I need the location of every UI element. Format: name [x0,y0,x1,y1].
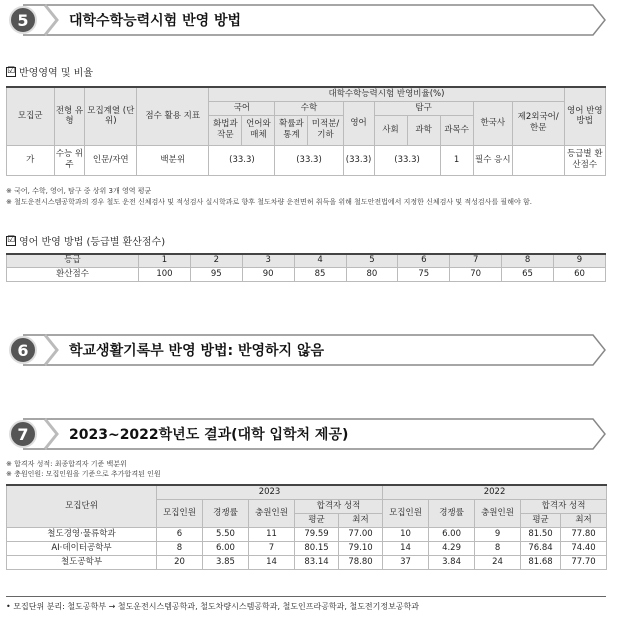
cell-unit-name: 철도공학부 [7,555,157,569]
cell-2022: 37 [383,555,429,569]
cell-2023: 6 [157,527,203,541]
cell-unit-name: AI·데이터공학부 [7,541,157,555]
th-korean-1: 화법과 작문 [209,115,242,145]
cell-type: 수능 위주 [54,145,85,175]
cell-2023: 5.50 [203,527,249,541]
th-result: 합격자 성적 [521,499,607,513]
cell-2022: 81.50 [521,527,561,541]
cell-score-value: 100 [139,267,191,281]
cell-history: 필수 응시 [473,145,512,175]
english-grade-table [6,253,606,282]
th-history: 한국사 [473,101,512,145]
th-min: 최저 [561,513,607,527]
section-number: 5 [9,6,37,34]
th-inquiry: 탐구 [374,101,473,115]
th-score: 점수 활용 지표 [137,87,209,145]
th-extra: 충원인원 [249,499,295,527]
th-quota: 모집인원 [157,499,203,527]
th-eng-method: 영어 반영 방법 [564,87,605,145]
section-5-header [5,3,607,37]
note-line: ※ 철도운전시스템공학과의 경우 철도 운전 신체검사 및 적성검사 실시학과로 향후 철도차량 운전면허 취득을 위해 철도안전법에서 지정한 신체검사 및 적성검사를 필해야 함. [6,198,532,206]
th-avg: 평균 [521,513,561,527]
cell-2023: 83.14 [295,555,339,569]
subheading-label: 영어 반영 방법 (등급별 환산점수) [19,237,166,248]
th-math: 수학 [275,101,343,115]
th-grade-value: 4 [294,254,346,267]
th-rate: 경쟁률 [429,499,475,527]
cell-math: (33.3) [275,145,343,175]
cell-2023: 77.00 [339,527,383,541]
ratio-table [6,86,606,176]
th-grade-value: 3 [242,254,294,267]
th-ratio: 대학수학능력시험 반영비율(%) [209,87,564,101]
cell-score-value: 95 [190,267,242,281]
cell-inquiry: (33.3) [374,145,440,175]
subheading-label: 반영영역 및 비율 [19,68,93,79]
th-quota: 모집인원 [383,499,429,527]
divider [6,596,606,597]
cell-count: 1 [440,145,473,175]
th-inquiry-2: 과학 [407,115,440,145]
section-title: 2023~2022학년도 결과(대학 입학처 제공) [69,427,349,443]
cell-2022: 24 [475,555,521,569]
cell-2022: 76.84 [521,541,561,555]
cell-2023: 6.00 [203,541,249,555]
th-math-2: 미적분/ 기하 [308,115,343,145]
th-korean: 국어 [209,101,275,115]
cell-unit-name: 철도경영·물류학과 [7,527,157,541]
th-grade-value: 5 [346,254,398,267]
cell-score-value: 80 [346,267,398,281]
th-extra: 충원인원 [475,499,521,527]
note-line: ※ 국어, 수학, 영어, 탐구 중 상위 3개 영역 평균 [6,187,152,195]
th-inquiry-count: 과목수 [440,115,473,145]
table-row [7,555,607,569]
section-7-header [5,417,607,451]
th-grade-value: 9 [554,254,606,267]
th-grade: 등급 [7,254,139,267]
cell-2023: 8 [157,541,203,555]
subheading-english [6,233,165,248]
cell-score-value: 60 [554,267,606,281]
cell-2023: 78.80 [339,555,383,569]
cell-score-value: 75 [398,267,450,281]
th-grade-value: 1 [139,254,191,267]
cell-score-value: 70 [450,267,502,281]
cell-english: (33.3) [343,145,374,175]
cell-2022: 9 [475,527,521,541]
note-line: ※ 충원인원: 모집인원을 기준으로 추가합격된 인원 [6,470,161,478]
cell-2023: 79.59 [295,527,339,541]
cell-2022: 14 [383,541,429,555]
th-inquiry-1: 사회 [374,115,407,145]
th-grade-value: 2 [190,254,242,267]
cell-2023: 20 [157,555,203,569]
section-title: 학교생활기록부 반영 방법: 반영하지 않음 [69,343,325,359]
cell-unit: 인문/자연 [85,145,137,175]
bottom-note: • 모집단위 분리: 철도공학부 → 철도운전시스템공학과, 철도차량시스템공학과, 철도인프라공학과, 철도전기정보공학과 [6,602,420,611]
cell-2023: 80.15 [295,541,339,555]
cell-score-value: 90 [242,267,294,281]
th-rate: 경쟁률 [203,499,249,527]
cell-2023: 79.10 [339,541,383,555]
cell-2022: 74.40 [561,541,607,555]
cell-2022: 8 [475,541,521,555]
cell-foreign [512,145,564,175]
th-year-2023: 2023 [157,485,383,499]
cell-score: 백분위 [137,145,209,175]
th-korean-2: 언어와 매체 [242,115,275,145]
section-title: 대학수학능력시험 반영 방법 [69,13,242,29]
section-number: 6 [9,336,37,364]
th-type: 전형 유형 [54,87,85,145]
cell-group: 가 [7,145,55,175]
cell-2022: 3.84 [429,555,475,569]
cell-score-value: 65 [502,267,554,281]
table-row [7,527,607,541]
results-table [6,484,607,570]
th-avg: 평균 [295,513,339,527]
th-grade-value: 6 [398,254,450,267]
cell-2022: 10 [383,527,429,541]
th-english: 영어 [343,101,374,145]
th-grade-value: 8 [502,254,554,267]
note-line: ※ 합격자 성적: 최종합격자 기준 백분위 [6,460,127,468]
cell-2022: 6.00 [429,527,475,541]
table-row [7,541,607,555]
cell-2023: 7 [249,541,295,555]
checkbox-icon: ☑ [6,66,16,76]
cell-score-label: 환산점수 [7,267,139,281]
th-foreign: 제2외국어/ 한문 [512,101,564,145]
cell-2023: 11 [249,527,295,541]
cell-2023: 3.85 [203,555,249,569]
cell-eng-method: 등급별 환산점수 [564,145,605,175]
cell-2023: 14 [249,555,295,569]
section-6-header [5,333,607,367]
cell-korean: (33.3) [209,145,275,175]
th-math-1: 확률과 통계 [275,115,308,145]
th-result: 합격자 성적 [295,499,383,513]
subheading-ratio [6,64,93,79]
th-min: 최저 [339,513,383,527]
th-year-2022: 2022 [383,485,607,499]
cell-2022: 77.80 [561,527,607,541]
cell-score-value: 85 [294,267,346,281]
th-unit: 모집계열 (단위) [85,87,137,145]
th-group: 모집군 [7,87,55,145]
checkbox-icon: ☑ [6,235,16,245]
section-number: 7 [9,420,37,448]
cell-2022: 4.29 [429,541,475,555]
cell-2022: 81.68 [521,555,561,569]
th-grade-value: 7 [450,254,502,267]
th-unit: 모집단위 [7,485,157,527]
cell-2022: 77.70 [561,555,607,569]
